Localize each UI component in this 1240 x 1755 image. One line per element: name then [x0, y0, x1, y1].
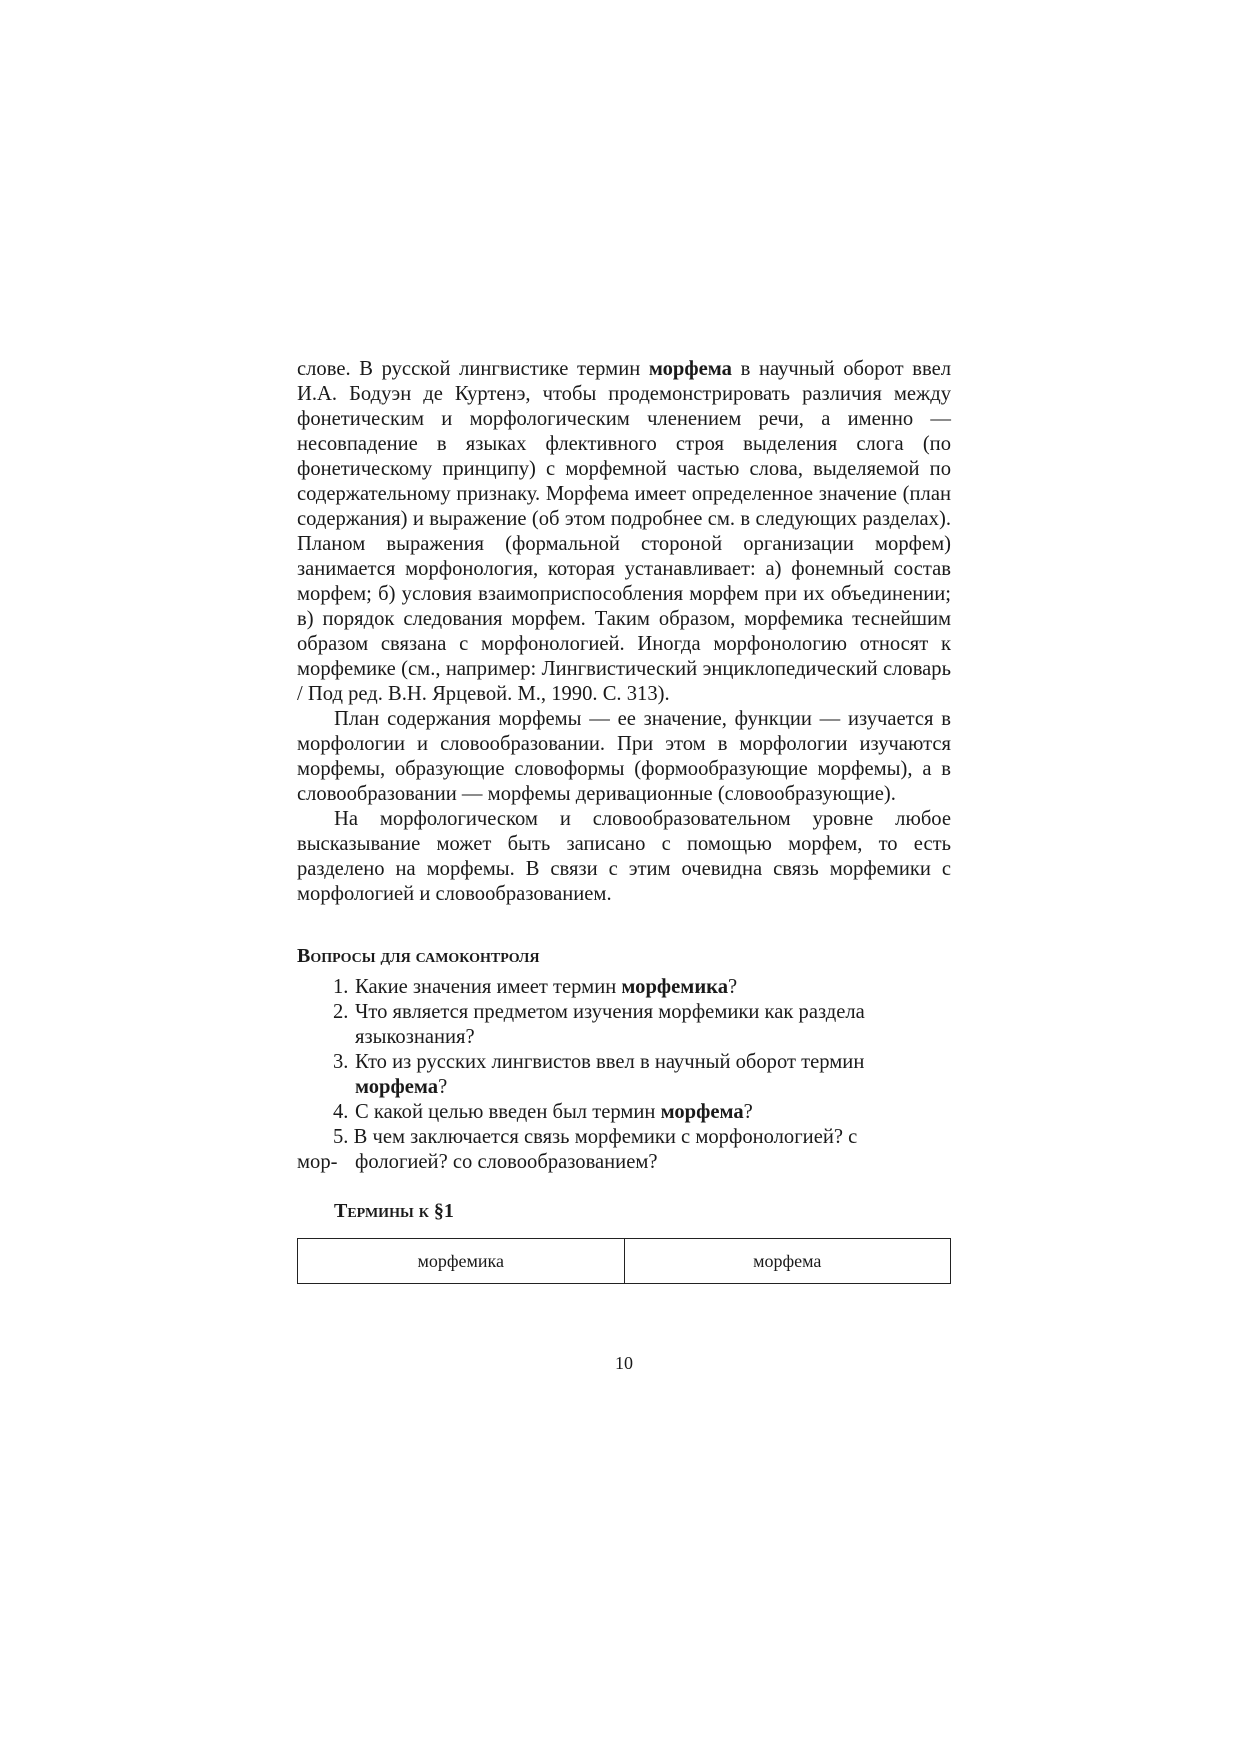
paragraph-3: На морфологическом и словообразовательном уровне любое высказывание может быть записано с помощью морфем, то есть разделено на морфемы. В связи с этим очевидна связь морфемики с морфологией и словообразованием. [297, 808, 951, 905]
question-text: Кто из русских лингвистов ввел в научный оборот термин [355, 1051, 865, 1073]
question-text-end: ? [728, 976, 738, 998]
terms-heading [334, 1199, 951, 1224]
questions-heading [297, 944, 951, 969]
question-term: морфемика [621, 976, 729, 998]
question-number: 4. [333, 1101, 349, 1123]
question-text: В чем заключается связь морфемики с морфонологией? с [353, 1126, 858, 1148]
question-item-4 [297, 1100, 951, 1125]
question-text-end: ? [438, 1076, 448, 1098]
question-item-5-continuation [297, 1150, 951, 1175]
question-text: Какие значения имеет термин [355, 976, 622, 998]
question-number: 3. [333, 1051, 349, 1073]
paragraph-2: План содержания морфемы — ее значение, функции — изучается в морфологии и словообразовании. При этом в морфологии изучаются морфемы, образующие словоформы (формообразующие морфемы), а в словообразовании — морфемы деривационные (словообразующие). [297, 708, 951, 805]
question-item-3 [297, 1050, 951, 1100]
question-number: 1. [333, 976, 349, 998]
question-text: С какой целью введен был термин [355, 1101, 661, 1123]
question-term: морфема [355, 1076, 439, 1098]
paragraph-1-text-b: в научный оборот ввел И.А. Бодуэн де Куртенэ, чтобы продемонстрировать различия между фонетическим и морфологическим членением речи, а именно — несовпадение в языках флективного строя выделения слога (по фонетическому принципу) с морфемной частью слова, выделяемой по содержательному признаку. Морфема имеет определенное значение (план содержания) и выражение (об этом подробнее см. в следующих разделах). Планом выражения (формальной стороной организации морфем) занимается морфонология, которая устанавливает: а) фонемный состав морфем; б) условия взаимоприспособления морфем при их объединении; в) порядок следования морфем. Таким образом, морфемика теснейшим образом связана с морфонологией. Иногда морфонологию относят к морфемике (см., например: Лингвистический энциклопедический словарь / Под ред. В.Н. Ярцевой. М., 1990. С. 313). [297, 358, 951, 705]
terms-row [298, 1239, 951, 1284]
question-item-1 [297, 975, 951, 1000]
paragraph-1-term: морфема [648, 358, 732, 380]
question-number: 2. [333, 1001, 349, 1023]
terms-table [297, 1238, 951, 1284]
term-cell-2: морфема [624, 1239, 951, 1284]
question-text-end: ? [743, 1101, 753, 1123]
question-number: 5. [333, 1126, 349, 1148]
page-content [297, 357, 951, 1284]
question-item-5 [297, 1125, 951, 1150]
term-cell-1: морфемика [298, 1239, 625, 1284]
question-term: морфема [660, 1101, 744, 1123]
page-number: 10 [615, 1353, 633, 1373]
question-text: Что является предметом изучения морфемики как раздела языкознания? [355, 1001, 865, 1048]
terms-heading-text: Термины к §1 [334, 1200, 454, 1222]
question-item-2 [297, 1000, 951, 1050]
paragraph-1-text-a: слове. В русской лингвистике термин [297, 358, 649, 380]
paragraph-1 [297, 357, 951, 707]
questions-heading-text: Вопросы для самоконтроля [297, 945, 540, 967]
question-hyphen-prefix: мор- [297, 1151, 338, 1173]
question-text-cont: фологией? со словообразованием? [355, 1151, 658, 1173]
questions-list [297, 975, 951, 1125]
